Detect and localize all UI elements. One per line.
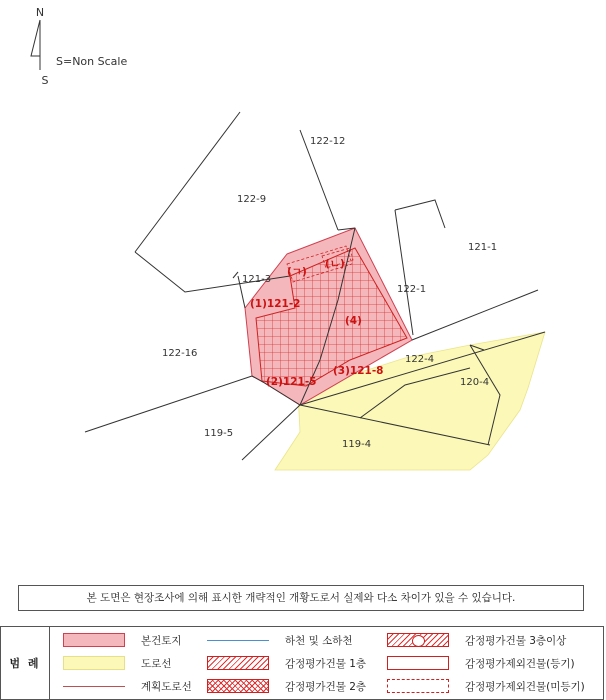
outline-swatch-icon	[387, 656, 449, 670]
legend	[0, 626, 604, 700]
legend-bldg-3f: 감정평가건물 3층이상	[387, 631, 566, 649]
hatch-circle-swatch-icon	[387, 633, 449, 647]
label-4: (4)	[345, 315, 362, 327]
parcel-122-16: 122-16	[162, 348, 198, 359]
parcel-122-1: 122-1	[397, 284, 427, 295]
legend-excluded-registered: 감정평가제외건물(등기)	[387, 654, 575, 672]
hatch-swatch-icon	[207, 656, 269, 670]
legend-river: 하천 및 소하천	[207, 631, 353, 649]
scale-note: S=Non Scale	[56, 55, 128, 68]
legend-bldg-1f: 감정평가건물 1층	[207, 654, 366, 672]
parcel-121-3: 121-3	[242, 274, 272, 285]
label-121-8: (3)121-8	[333, 365, 384, 377]
legend-subject-land: 본건토지	[63, 631, 182, 649]
label-121-2: (1)121-2	[250, 298, 301, 310]
parcel-119-4: 119-4	[342, 439, 372, 450]
parcel-121-1: 121-1	[468, 242, 498, 253]
parcel-122-9: 122-9	[237, 194, 267, 205]
parcel-122-4: 122-4	[405, 354, 435, 365]
label-b: (ㄴ)	[325, 258, 345, 270]
dashed-outline-swatch-icon	[387, 679, 449, 693]
blue-line-icon	[207, 640, 269, 641]
yellow-swatch-icon	[63, 656, 125, 670]
label-121-5: (2)121-5	[266, 376, 317, 388]
legend-road: 도로선	[63, 654, 171, 672]
parcel-120-4: 120-4	[460, 377, 490, 388]
north-arrow-icon	[31, 20, 40, 70]
crosshatch-swatch-icon	[207, 679, 269, 693]
pink-swatch-icon	[63, 633, 125, 647]
label-a: (ㄱ)	[287, 266, 307, 278]
legend-planned-road: 계획도로선	[63, 677, 192, 695]
parcel-122-12: 122-12	[310, 136, 346, 147]
compass-south: S	[41, 74, 49, 87]
legend-bldg-2f: 감정평가건물 2층	[207, 677, 366, 695]
legend-excluded-unregistered: 감정평가제외건물(미등기)	[387, 677, 585, 695]
compass-north: N	[35, 6, 45, 19]
disclaimer-notice: 본 도면은 현장조사에 의해 표시한 개략적인 개황도로서 실제와 다소 차이가 있을 수 있습니다.	[18, 585, 584, 611]
legend-title: 범 례	[1, 627, 50, 699]
red-line-icon	[63, 686, 125, 687]
parcel-119-5: 119-5	[204, 428, 234, 439]
